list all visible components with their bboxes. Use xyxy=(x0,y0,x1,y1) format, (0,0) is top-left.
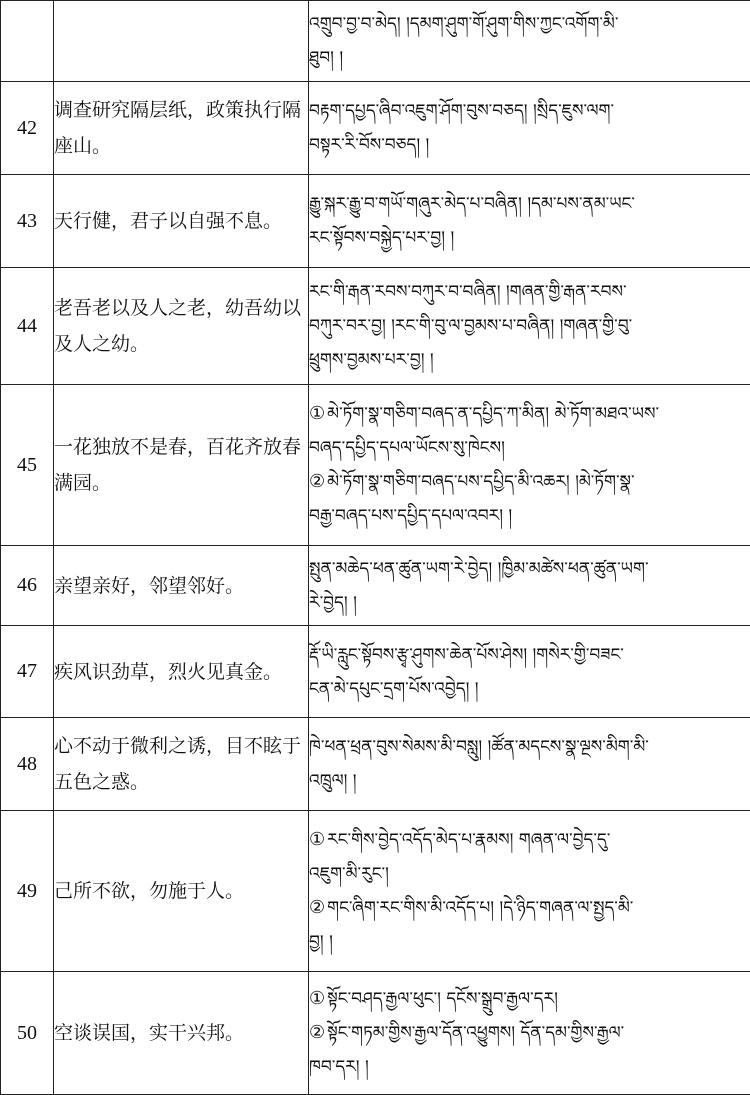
row-number xyxy=(1,1,54,82)
tibetan-line-text: མེ་ཏོག་སྣ་གཅིག་བཞད་ན་དཔྱིད་ཀ་མིན། མེ་ཏོག་མཐའ་ཡས་ xyxy=(327,404,659,424)
chinese-phrase: 老吾老以及人之老，幼吾幼以及人之幼。 xyxy=(54,268,309,385)
table-row xyxy=(1,1,750,82)
variant-marker: ② xyxy=(309,897,325,918)
variant-marker: ② xyxy=(309,1022,325,1043)
table-row xyxy=(1,175,750,268)
tibetan-line xyxy=(309,1050,750,1084)
table-row xyxy=(1,972,750,1095)
table-row xyxy=(1,268,750,385)
tibetan-line: རེ་བྱེད། ། xyxy=(309,586,750,620)
tibetan-line-text: འཇུག་མི་རུང་། xyxy=(309,864,389,884)
row-number: 46 xyxy=(1,546,54,626)
tibetan-line: ཁེ་ཕན་ཕྲན་བུས་སེམས་མི་བསླུ། །ཚོན་མདངས་སྣ་ལྔས་མིག་མི་ xyxy=(309,730,750,764)
row-number: 42 xyxy=(1,82,54,175)
tibetan-line: འཁྲུལ། ། xyxy=(309,764,750,798)
tibetan-line: བརྟག་དཔྱད་ཞིབ་འཇུག་ཤོག་བུས་བཅད། །སྲིད་ཇུས་ལག་ xyxy=(309,94,750,128)
tibetan-line xyxy=(309,431,750,465)
tibetan-translation xyxy=(309,175,750,268)
table-row xyxy=(1,811,750,972)
tibetan-line xyxy=(309,982,750,1016)
row-number: 50 xyxy=(1,972,54,1095)
tibetan-translation xyxy=(309,718,750,811)
tibetan-line: བཀུར་བར་བྱ། །རང་གི་བུ་ལ་བྱམས་པ་བཞིན། །གཞན་གྱི་བུ་ xyxy=(309,309,750,343)
table-row xyxy=(1,82,750,175)
tibetan-line xyxy=(309,1016,750,1050)
tibetan-line-text: སྟོང་གཏམ་གྱིས་རྒྱལ་དོན་འཕྱུགས། དོན་དམ་གྱིས་རྒྱལ་ xyxy=(327,1023,624,1043)
row-number: 47 xyxy=(1,626,54,718)
table-row xyxy=(1,718,750,811)
table-row xyxy=(1,546,750,626)
row-number: 44 xyxy=(1,268,54,385)
chinese-phrase: 天行健，君子以自强不息。 xyxy=(54,175,309,268)
tibetan-line: རྒྱུ་སྐར་རྒྱུ་བ་གཡོ་གཞུར་མེད་པ་བཞིན། །དམ་པས་ནམ་ཡང་ xyxy=(309,187,750,221)
tibetan-translation xyxy=(309,268,750,385)
tibetan-line: ཐུབ། ། xyxy=(309,41,750,75)
tibetan-line: ཕྲུགས་བྱམས་པར་བྱ། ། xyxy=(309,343,750,377)
table-body xyxy=(1,1,750,1095)
chinese-phrase: 空谈误国，实干兴邦。 xyxy=(54,972,309,1095)
tibetan-line-text: བྱ། ། xyxy=(309,932,333,952)
tibetan-line: རང་གི་རྒན་རབས་བཀུར་བ་བཞིན། །གཞན་གྱི་རྒན་རབས་ xyxy=(309,275,750,309)
variant-marker: ① xyxy=(309,988,325,1009)
tibetan-translation xyxy=(309,1,750,82)
tibetan-line xyxy=(309,499,750,533)
chinese-phrase: 一花独放不是春，百花齐放春满园。 xyxy=(54,385,309,546)
tibetan-translation xyxy=(309,972,750,1095)
chinese-phrase: 心不动于微利之诱，目不眩于五色之惑。 xyxy=(54,718,309,811)
variant-marker: ① xyxy=(309,403,325,424)
chinese-phrase: 亲望亲好，邻望邻好。 xyxy=(54,546,309,626)
row-number: 45 xyxy=(1,385,54,546)
chinese-phrase: 疾风识劲草，烈火见真金。 xyxy=(54,626,309,718)
tibetan-translation xyxy=(309,385,750,546)
tibetan-line xyxy=(309,891,750,925)
chinese-phrase: 调查研究隔层纸，政策执行隔座山。 xyxy=(54,82,309,175)
tibetan-line-text: སྟོང་བཤད་རྒྱལ་ཕུང་། དངོས་སྒྲུབ་རྒྱལ་དར། xyxy=(327,989,558,1009)
chinese-phrase xyxy=(54,1,309,82)
tibetan-line: ངན་མེ་དཔུང་དྲག་པོས་འབྱེད། ། xyxy=(309,672,750,706)
tibetan-line-text: མེ་ཏོག་སྣ་གཅིག་བཞད་པས་དཔྱིད་མི་འཆར། །མེ་ཏོག་སྣ་ xyxy=(327,472,634,492)
tibetan-line-text: རང་གིས་བྱེད་འདོད་མེད་པ་རྣམས། གཞན་ལ་བྱེད་དུ་ xyxy=(327,830,610,850)
tibetan-line xyxy=(309,925,750,959)
variant-marker: ① xyxy=(309,829,325,850)
row-number: 43 xyxy=(1,175,54,268)
table-row xyxy=(1,626,750,718)
tibetan-line-text: བརྒྱ་བཞད་པས་དཔྱིད་དཔལ་འབར། ། xyxy=(309,506,512,526)
tibetan-line-text: གང་ཞིག་རང་གིས་མི་འདོད་པ། །དེ་ཉིད་གཞན་ལ་སྤྱད་མི་ xyxy=(327,898,633,918)
tibetan-line: བསྟར་རི་བོས་བཅད། ། xyxy=(309,128,750,162)
tibetan-line: རང་སྟོབས་བསྐྱེད་པར་བྱ། ། xyxy=(309,221,750,255)
tibetan-line xyxy=(309,465,750,499)
tibetan-line: འགྲུབ་བྱ་བ་མེད། །དམག་ཤུག་གོ་ཤུག་གིས་ཀྱང་འགོག་མི་ xyxy=(309,7,750,41)
tibetan-translation xyxy=(309,546,750,626)
variant-marker: ② xyxy=(309,471,325,492)
tibetan-line-text: བཞད་དཔྱིད་དཔལ་ཡོངས་སུ་ཁེངས། xyxy=(309,438,505,458)
tibetan-line: སྤུན་མཆེད་ཕན་ཚུན་ཡག་རེ་བྱེད། །ཁྱིམ་མཚེས་ཕན་ཚུན་ཡག་ xyxy=(309,552,750,586)
tibetan-translation xyxy=(309,626,750,718)
tibetan-translation xyxy=(309,811,750,972)
tibetan-translation xyxy=(309,82,750,175)
tibetan-line xyxy=(309,397,750,431)
tibetan-line-text: ཁབ་དར། ། xyxy=(309,1057,369,1077)
tibetan-line: རྡོ་ཡི་རླུང་སྟོབས་རྩྭ་ཤུགས་ཆེན་པོས་ཤེས། །གསེར་གྱི་བཟང་ xyxy=(309,638,750,672)
row-number: 49 xyxy=(1,811,54,972)
tibetan-line xyxy=(309,823,750,857)
tibetan-line xyxy=(309,857,750,891)
chinese-phrase: 己所不欲，勿施于人。 xyxy=(54,811,309,972)
table-row xyxy=(1,385,750,546)
row-number: 48 xyxy=(1,718,54,811)
